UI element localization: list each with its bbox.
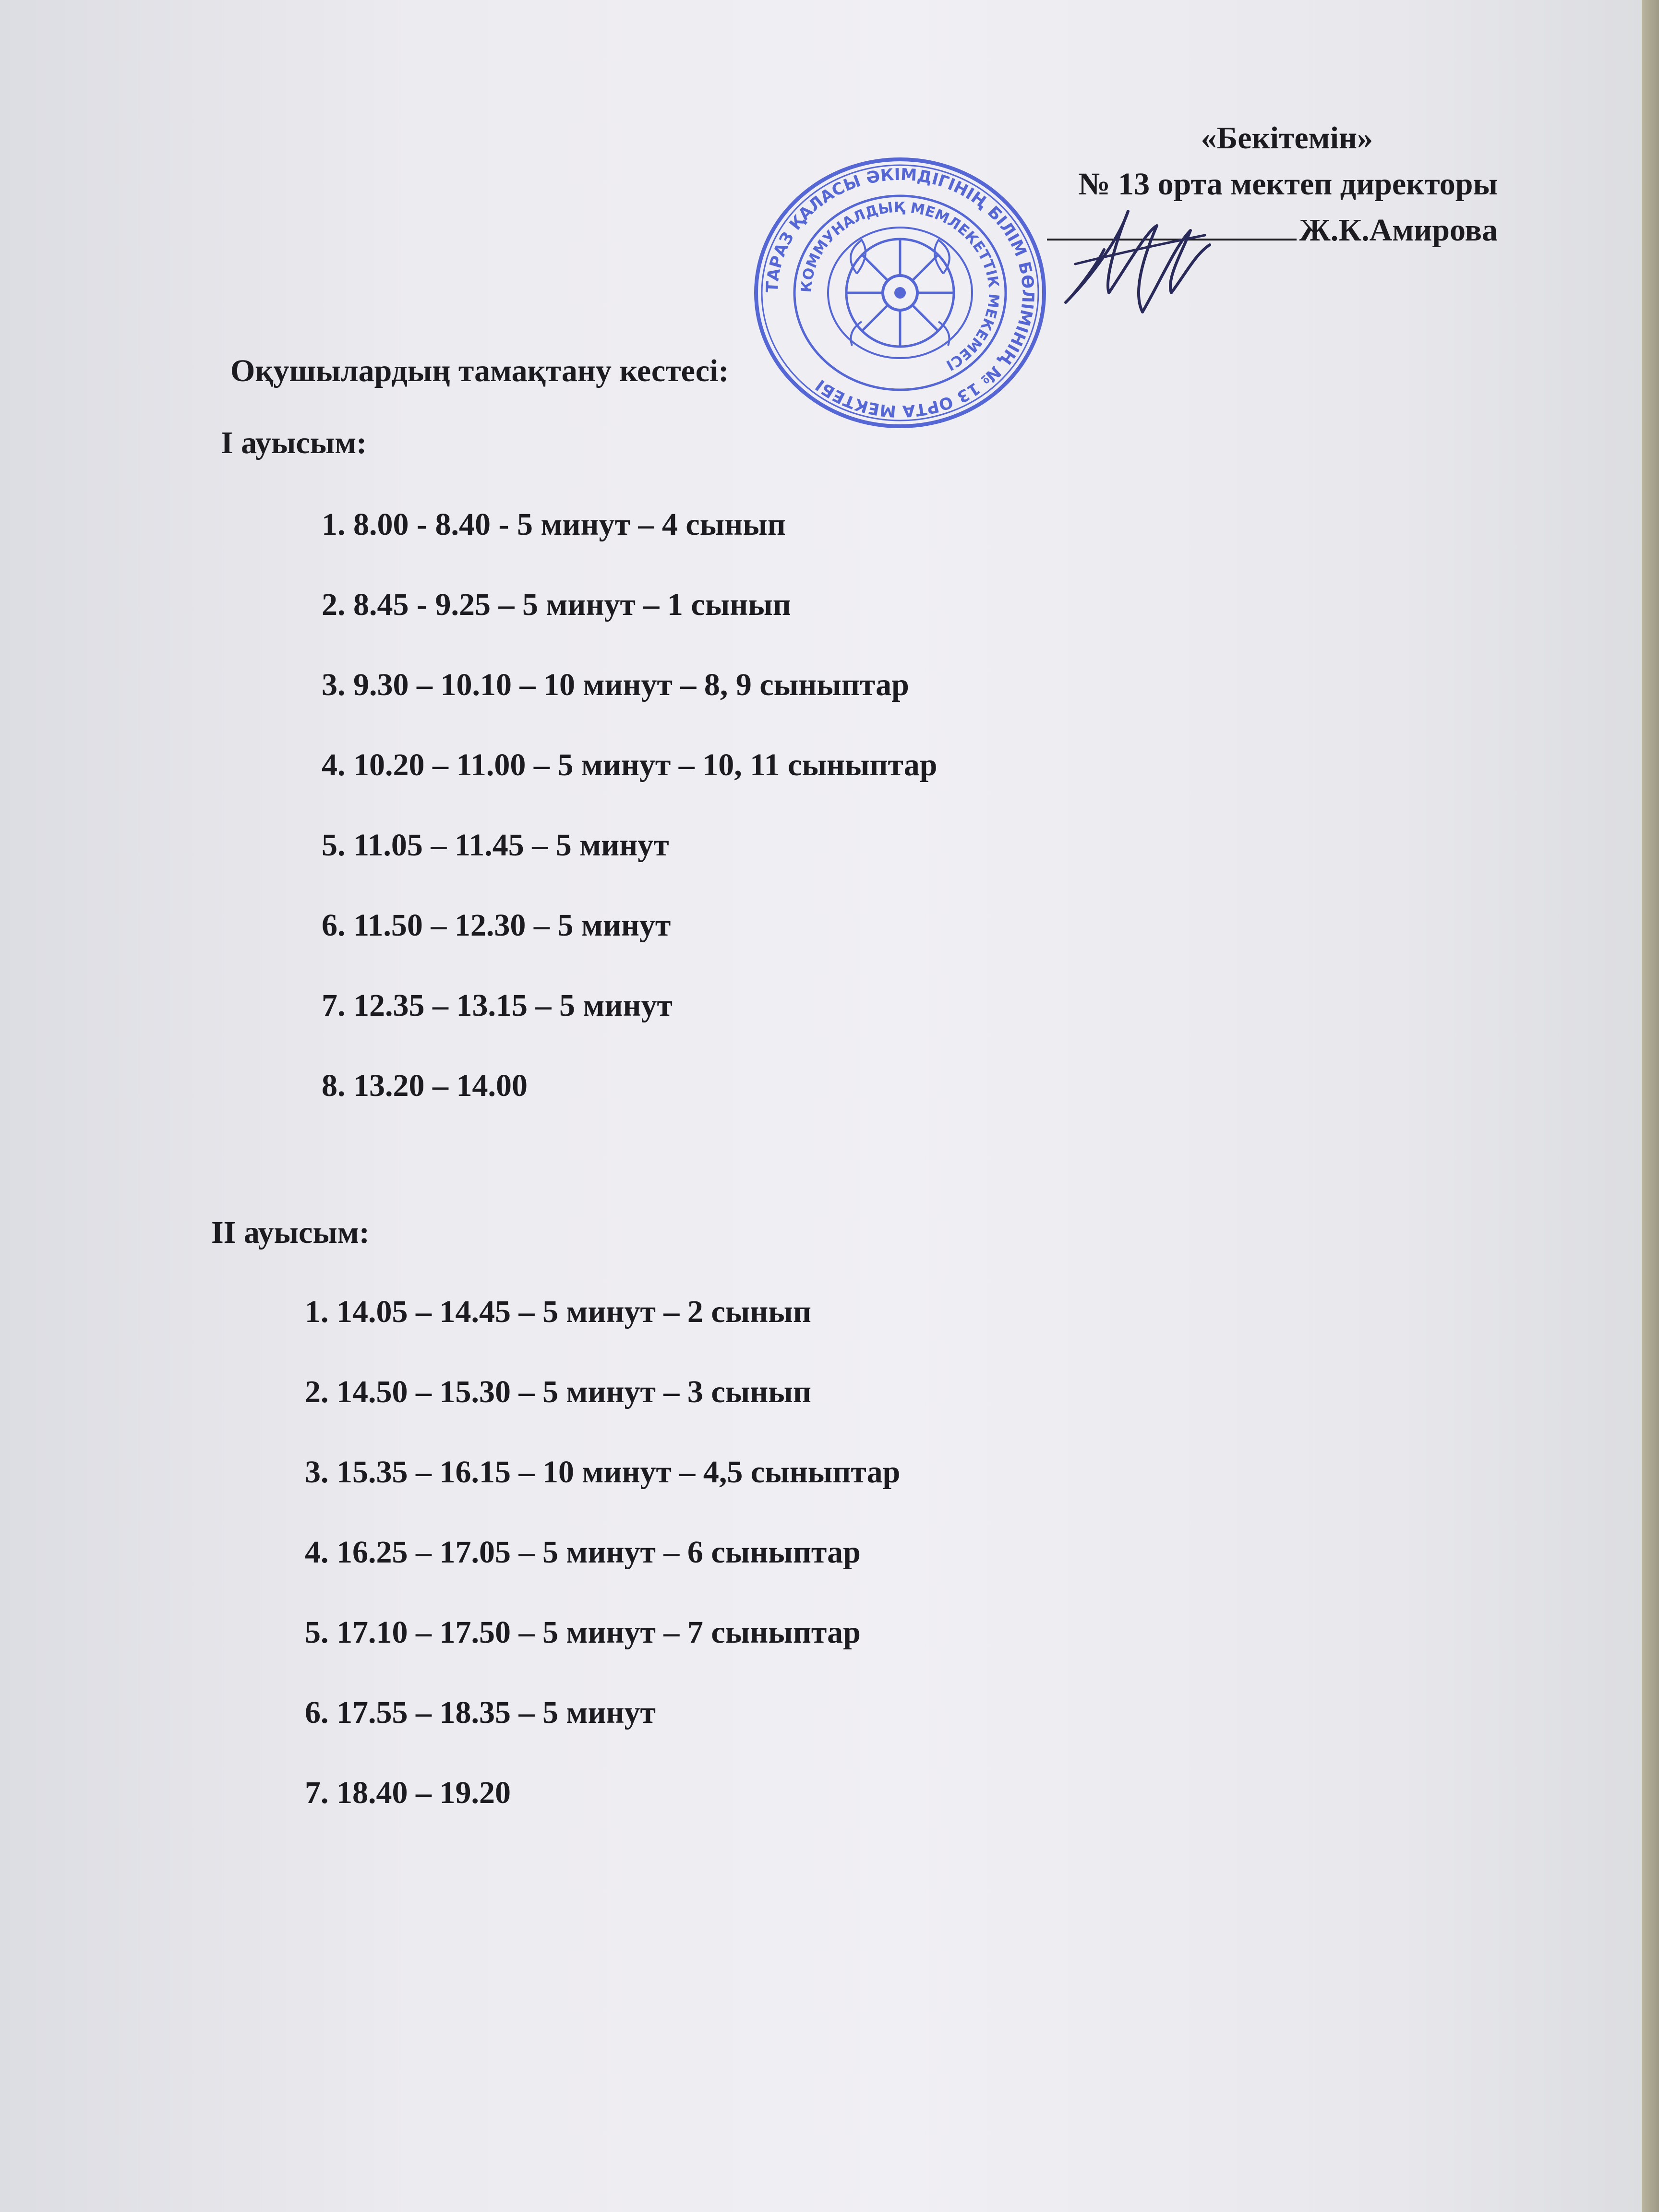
schedule-item: 5. 11.05 – 11.45 – 5 минут <box>322 828 669 863</box>
shift-2-schedule <box>305 1296 900 1857</box>
shift-1-heading: І ауысым: <box>221 425 367 460</box>
schedule-item: 3. 15.35 – 16.15 – 10 минут – 4,5 сыныптар <box>305 1455 901 1490</box>
approval-name: Ж.К.Амирова <box>1299 213 1498 248</box>
approval-position: № 13 орта мектеп директоры <box>1078 167 1498 202</box>
schedule-item: 7. 18.40 – 19.20 <box>305 1775 511 1810</box>
schedule-item: 3. 9.30 – 10.10 – 10 минут – 8, 9 сыныптар <box>322 667 909 702</box>
stamp-inner-text: КОММУНАЛДЫҚ МЕМЛЕКЕТТІК МЕКЕМЕСІ <box>798 199 1002 374</box>
stamp-outer-text: ТАРАЗ ҚАЛАСЫ ӘКІМДІГІНІҢ БІЛІМ БӨЛІМІНІҢ № 13 ОРТА МЕКТЕБІ <box>762 165 1038 421</box>
page-title: Оқушылардың тамақтану кестесі: <box>230 353 729 388</box>
schedule-item: 2. 8.45 - 9.25 – 5 минут – 1 сынып <box>322 587 791 622</box>
schedule-item: 1. 8.00 - 8.40 - 5 минут – 4 сынып <box>322 507 786 542</box>
emblem-icon <box>846 239 954 347</box>
official-stamp <box>746 154 1054 432</box>
schedule-item: 8. 13.20 – 14.00 <box>322 1068 528 1103</box>
schedule-item: 6. 17.55 – 18.35 – 5 минут <box>305 1695 656 1730</box>
background-edge <box>1642 0 1659 2212</box>
shift-1-schedule <box>322 509 938 1150</box>
director-signature <box>1046 182 1248 336</box>
schedule-item: 7. 12.35 – 13.15 – 5 минут <box>322 988 673 1023</box>
schedule-item: 5. 17.10 – 17.50 – 5 минут – 7 сыныптар <box>305 1615 861 1650</box>
schedule-item: 1. 14.05 – 14.45 – 5 минут – 2 сынып <box>305 1294 811 1329</box>
schedule-item: 2. 14.50 – 15.30 – 5 минут – 3 сынып <box>305 1374 811 1409</box>
approval-title: «Бекітемін» <box>1201 120 1373 156</box>
schedule-item: 4. 10.20 – 11.00 – 5 минут – 10, 11 сыныптар <box>322 747 938 782</box>
schedule-item: 4. 16.25 – 17.05 – 5 минут – 6 сыныптар <box>305 1535 861 1570</box>
schedule-item: 6. 11.50 – 12.30 – 5 минут <box>322 908 671 943</box>
shift-2-heading: ІІ ауысым: <box>211 1215 370 1250</box>
